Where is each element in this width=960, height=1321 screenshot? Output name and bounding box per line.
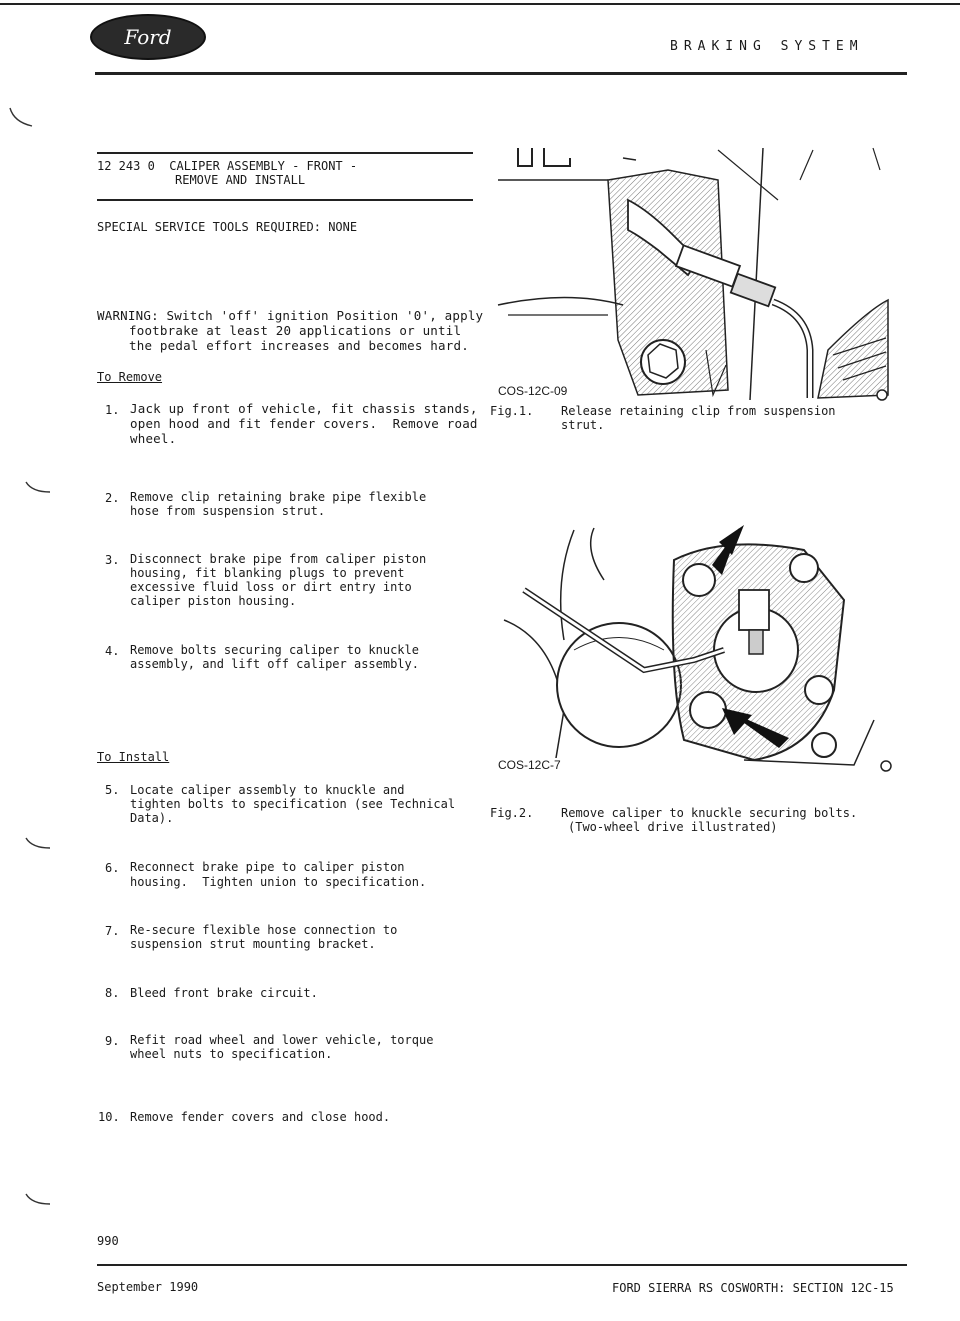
step-line: assembly, and lift off caliper assembly. bbox=[130, 657, 419, 671]
footer-rule bbox=[97, 1264, 907, 1266]
step-line: Remove bolts securing caliper to knuckle bbox=[130, 643, 419, 657]
section-subtitle: REMOVE AND INSTALL bbox=[175, 173, 306, 187]
install-heading: To Install bbox=[97, 750, 170, 764]
step-number: 5. bbox=[105, 783, 120, 797]
step-line: Bleed front brake circuit. bbox=[130, 986, 318, 1000]
step-line: Refit road wheel and lower vehicle, torque bbox=[130, 1033, 434, 1047]
step-line: caliper piston housing. bbox=[130, 594, 297, 608]
figure-2-label: Fig.2. bbox=[490, 806, 534, 820]
figure-1-code: COS-12C-09 bbox=[498, 384, 568, 398]
logo-text: Ford bbox=[124, 25, 172, 49]
step-line: hose from suspension strut. bbox=[130, 504, 326, 518]
margin-mark bbox=[24, 1190, 54, 1210]
step-line: Data). bbox=[130, 811, 174, 825]
step-number: 4. bbox=[105, 644, 120, 658]
step-line: Remove clip retaining brake pipe flexible bbox=[130, 490, 427, 504]
top-border bbox=[0, 3, 960, 5]
step-line: wheel nuts to specification. bbox=[130, 1047, 333, 1061]
step-line: Reconnect brake pipe to caliper piston bbox=[130, 860, 405, 874]
step-line: housing, fit blanking plugs to prevent bbox=[130, 566, 405, 580]
step-line: open hood and fit fender covers. Remove road bbox=[130, 416, 478, 431]
figure-1-illustration bbox=[488, 140, 890, 402]
page-header-title: BRAKING SYSTEM bbox=[670, 39, 864, 54]
footer-section: FORD SIERRA RS COSWORTH: SECTION 12C-15 bbox=[612, 1281, 894, 1295]
step-number: 1. bbox=[105, 403, 120, 417]
warning-line: the pedal effort increases and becomes hard. bbox=[129, 338, 469, 353]
warning-line: WARNING: Switch 'off' ignition Position '0', apply bbox=[97, 308, 484, 323]
figure-2-code: COS-12C-7 bbox=[498, 758, 561, 772]
step-number: 2. bbox=[105, 491, 120, 505]
margin-mark bbox=[24, 834, 54, 854]
step-number: 10. bbox=[98, 1110, 120, 1124]
remove-heading: To Remove bbox=[97, 370, 163, 384]
special-tools: SPECIAL SERVICE TOOLS REQUIRED: NONE bbox=[97, 220, 358, 234]
figure-2-caption: (Two-wheel drive illustrated) bbox=[568, 820, 778, 834]
margin-mark bbox=[24, 478, 54, 498]
step-number: 6. bbox=[105, 861, 120, 875]
step-line: Jack up front of vehicle, fit chassis stands, bbox=[130, 401, 478, 416]
section-rule-top bbox=[97, 152, 473, 154]
figure-1-caption: Release retaining clip from suspension bbox=[561, 404, 836, 418]
step-line: excessive fluid loss or dirt entry into bbox=[130, 580, 412, 594]
step-line: wheel. bbox=[130, 431, 177, 446]
figure-1-caption: strut. bbox=[561, 418, 605, 432]
step-number: 7. bbox=[105, 924, 120, 938]
warning-line: footbrake at least 20 applications or until bbox=[129, 323, 462, 338]
footer-date: September 1990 bbox=[97, 1280, 199, 1294]
figure-2-illustration bbox=[494, 520, 894, 772]
ford-logo bbox=[90, 14, 206, 60]
step-number: 8. bbox=[105, 986, 120, 1000]
footer-code: 990 bbox=[97, 1234, 119, 1248]
step-line: Disconnect brake pipe from caliper piston bbox=[130, 552, 427, 566]
step-number: 3. bbox=[105, 553, 120, 567]
step-line: Locate caliper assembly to knuckle and bbox=[130, 783, 405, 797]
header-rule bbox=[95, 72, 907, 75]
step-line: suspension strut mounting bracket. bbox=[130, 937, 376, 951]
step-line: Remove fender covers and close hood. bbox=[130, 1110, 391, 1124]
step-line: tighten bolts to specification (see Technical bbox=[130, 797, 456, 811]
margin-mark bbox=[8, 104, 38, 134]
figure-2-caption: Remove caliper to knuckle securing bolts. bbox=[561, 806, 858, 820]
section-title: 12 243 0 CALIPER ASSEMBLY - FRONT - bbox=[97, 159, 358, 173]
step-number: 9. bbox=[105, 1034, 120, 1048]
figure-1-label: Fig.1. bbox=[490, 404, 534, 418]
step-line: Re-secure flexible hose connection to bbox=[130, 923, 398, 937]
step-line: housing. Tighten union to specification. bbox=[130, 875, 427, 889]
section-rule-bottom bbox=[97, 199, 473, 201]
